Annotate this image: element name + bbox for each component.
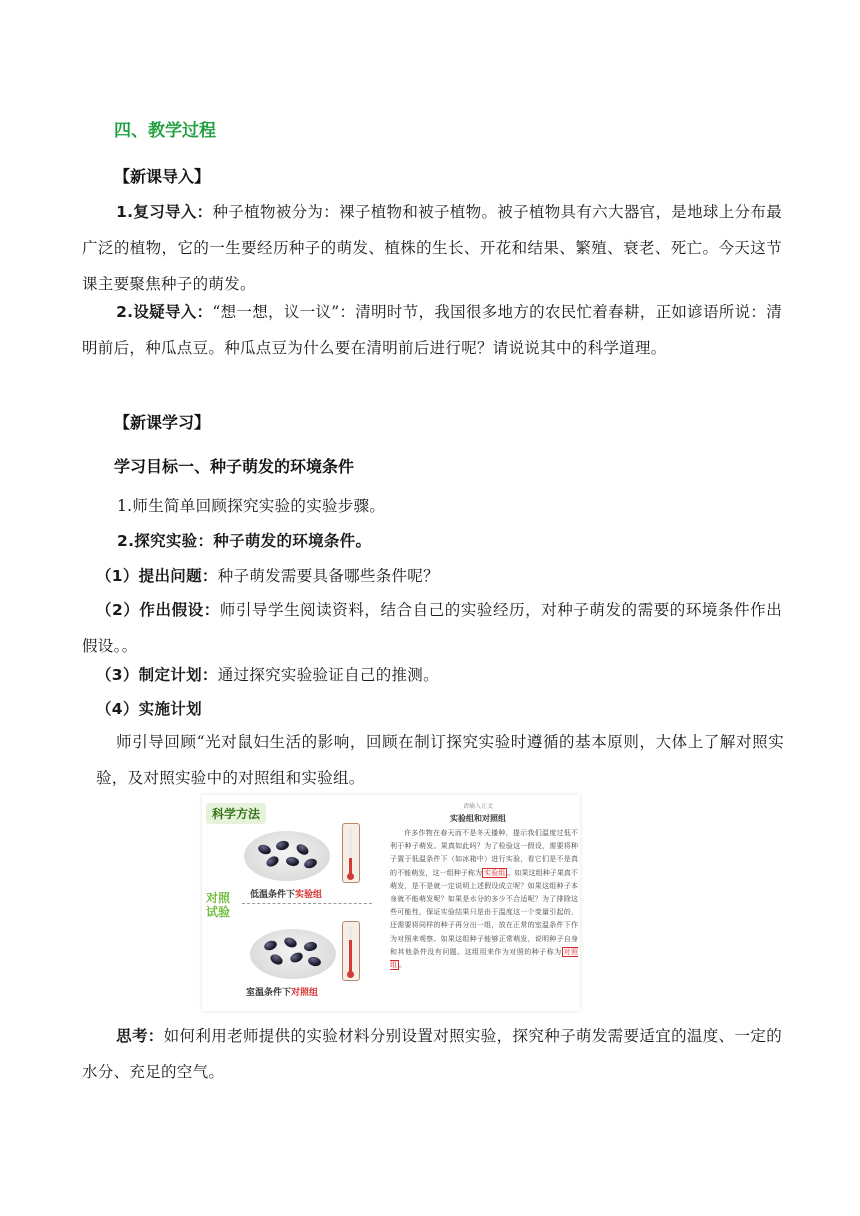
step-2	[82, 592, 782, 664]
intro-p2-label: 2.设疑导入：	[116, 303, 213, 321]
thermometer-low-icon	[342, 823, 360, 883]
seed	[303, 941, 317, 952]
seed	[257, 843, 272, 856]
think-paragraph	[82, 1018, 782, 1090]
figure-tag: 科学方法	[206, 803, 266, 824]
low-caption-prefix: 低温条件下	[250, 890, 296, 900]
seed	[307, 955, 322, 967]
step-1-label: （1）提出问题：	[96, 567, 218, 585]
seed	[285, 856, 299, 867]
study-item-1: 1.师生简单回顾探究实验的实验步骤。	[117, 497, 386, 515]
seed-dish-low-temp	[244, 831, 330, 881]
seed	[303, 857, 318, 870]
step-3-label: （3）制定计划：	[96, 666, 218, 684]
room-temp-caption	[246, 985, 318, 998]
intro-p1-label: 1.复习导入：	[116, 203, 213, 221]
room-caption-highlight: 对照组	[291, 988, 319, 998]
section-heading: 四、教学过程	[114, 121, 216, 141]
review-paragraph: 师引导回顾“光对鼠妇生活的影响，回顾在制订探究实验时遵循的基本原则，大体上了解对照实验，及对照实验中的对照组和实验组。	[96, 733, 784, 787]
seed	[263, 939, 278, 952]
think-label: 思考：	[116, 1027, 164, 1045]
intro-p1-text: 种子植物被分为：裸子植物和被子植物。被子植物具有六大器官，是地球上分布最广泛的植物，它的一生要经历种子的萌发、植株的生长、开花和结果、繁殖、衰老、死亡。今天这节课主要聚焦种子的萌发。	[82, 203, 782, 293]
step-4-label: （4）实施计划	[96, 700, 202, 718]
figure-textbox	[378, 795, 578, 1011]
study-item-2	[117, 529, 371, 551]
step-2-text: 师引导学生阅读资料，结合自己的实验经历，对种子萌发的需要的环境条件作出假设。。	[82, 601, 782, 655]
figure-text-c: 。	[399, 961, 406, 970]
seed	[295, 842, 311, 857]
thermometer-room-icon	[342, 921, 360, 981]
figure-title: 实验组和对照组	[450, 814, 506, 823]
intro-p2-text: “想一想，议一议”：清明时节，我国很多地方的农民忙着春耕，正如谚语所说：清明前后，种瓜点豆。种瓜点豆为什么要在清明前后进行呢？请说说其中的科学道理。	[82, 303, 783, 357]
figure-text-b: 。如果这组种子果真不萌发，是不是就一定说明上述假设成立呢？如果这组种子本身就不能萌发呢？如果是水分的多少不合适呢？为了排除这些可能性，保证实验结果只是由于温度这一个变量引起的，还需要将同样的种子再分出一组，放在正常的室温条件下作为对照来观察。如果这组种子能够正常萌发，说明种子自身和其他条件没有问题。这组用来作为对照的种子称为	[390, 868, 579, 956]
seed-dish-room-temp	[250, 929, 336, 979]
side-label-1: 对照	[206, 891, 231, 905]
figure-small-header: 请输入正文	[462, 803, 493, 810]
study-item-2-text: 2.探究实验：种子萌发的环境条件。	[117, 532, 372, 550]
step-1	[96, 564, 439, 586]
figure-text-a: 许多作物在春天而不是冬天播种，提示我们温度过低不利于种子萌发。果真如此吗？为了检验这一假设，需要将种子置于低温条件下（如冰箱中）进行实验，看它们是不是真的不能萌发，这一组种子称为	[390, 829, 578, 877]
seed	[289, 951, 305, 965]
step-3	[96, 663, 439, 685]
think-text: 如何利用老师提供的实验材料分别设置对照实验，探究种子萌发需要适宜的温度、一定的水分、充足的空气。	[82, 1027, 783, 1081]
room-caption-prefix: 室温条件下	[246, 988, 292, 998]
seed	[283, 936, 299, 950]
seed	[275, 839, 290, 851]
seed	[265, 854, 281, 868]
intro-paragraph-2	[82, 294, 782, 366]
figure-body-text	[390, 827, 578, 972]
step-2-label: （2）作出假设：	[95, 601, 220, 619]
step-3-text: 通过探究实验验证自己的推测。	[217, 666, 439, 684]
goal-heading: 学习目标一、种子萌发的环境条件	[114, 457, 355, 476]
figure-text-box-2: 对照组	[390, 947, 579, 970]
intro-heading: 【新课导入】	[114, 167, 211, 186]
figure-text-box-1: 实验组	[484, 868, 506, 877]
study-heading: 【新课学习】	[114, 413, 211, 432]
step-1-text: 种子萌发需要具备哪些条件呢？	[217, 567, 439, 585]
experiment-figure	[202, 795, 580, 1011]
side-label-2: 试验	[206, 905, 231, 919]
low-temp-caption	[250, 887, 322, 900]
intro-paragraph-1	[82, 194, 782, 302]
low-caption-highlight: 实验组	[295, 890, 323, 900]
figure-divider	[242, 903, 372, 904]
seed	[269, 952, 285, 966]
step-4	[96, 697, 202, 719]
figure-illustration	[202, 795, 384, 1011]
figure-side-label	[206, 891, 236, 919]
